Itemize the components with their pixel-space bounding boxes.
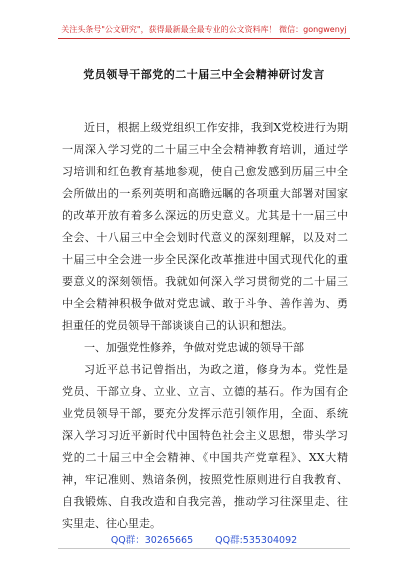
body-line-18: 自我锻炼、自我改造和自我完善，推动学习往深里走、往 — [62, 495, 348, 508]
body-line-17: 神，牢记准则、熟谙条例，按照党性原则进行自我教育、 — [62, 473, 348, 486]
body-line-19: 实里走、往心里走。 — [62, 517, 161, 530]
body-line-13: 党员、干部立身、立业、立言、立德的基石。作为国有企 — [62, 385, 348, 398]
body-line-7: 十届三中全会进一步全民深化改革推进中国式现代化的重 — [62, 253, 348, 266]
body-line-15: 深入学习习近平新时代中国特色社会主义思想，带头学习 — [62, 429, 348, 442]
footer-divider — [58, 548, 350, 549]
body-line-1: 近日，根据上级党组织工作安排，我到X党校进行为期 — [84, 121, 348, 134]
body-line-4: 会所做出的一系列英明和高瞻远瞩的各项重大部署对国家 — [62, 187, 348, 200]
body-line-6: 全会、十八届三中全会划时代意义的深刻理解，以及对二 — [62, 231, 348, 244]
document-body — [62, 117, 348, 535]
footer-contact — [0, 532, 408, 546]
body-line-12: 习近平总书记曾指出，为政之道，修身为本。党性是 — [84, 363, 348, 376]
footer-qq-group-1: QQ群：30265665 — [110, 535, 194, 546]
body-line-16: 党的二十届三中全会精神、《中国共产党章程》、XX大精 — [62, 451, 348, 464]
body-line-10: 担重任的党员领导干部谈谈自己的认识和想法。 — [62, 319, 293, 332]
body-line-14: 业党员领导干部，要充分发挥示范引领作用，全面、系统 — [62, 407, 348, 420]
document-title: 党员领导干部党的二十届三中全会精神研讨发言 — [83, 68, 325, 81]
section-heading: 一、加强党性修养，争做对党忠诚的领导干部 — [84, 341, 304, 354]
body-line-9: 中全会精神积极争做对党忠诚、敢于斗争、善作善为、勇 — [62, 297, 348, 310]
header-banner: 关注头条号"公文研究"，获得最新最全最专业的公文资料库！ 微信：gongwenyj — [61, 25, 347, 34]
body-line-2: 一周深入学习党的二十届三中全会精神教育培训，通过学 — [62, 143, 348, 156]
body-line-8: 要意义的深刻领悟。我就如何深入学习贯彻党的二十届三 — [62, 275, 348, 288]
footer-qq-group-2: QQ群:535304092 — [215, 535, 298, 546]
header-divider — [58, 38, 350, 39]
body-line-5: 的改革开放有着多么深远的历史意义。尤其是十一届三中 — [62, 209, 348, 222]
body-line-3: 习培训和红色教育基地参观，使自己愈发感到历届三中全 — [62, 165, 348, 178]
